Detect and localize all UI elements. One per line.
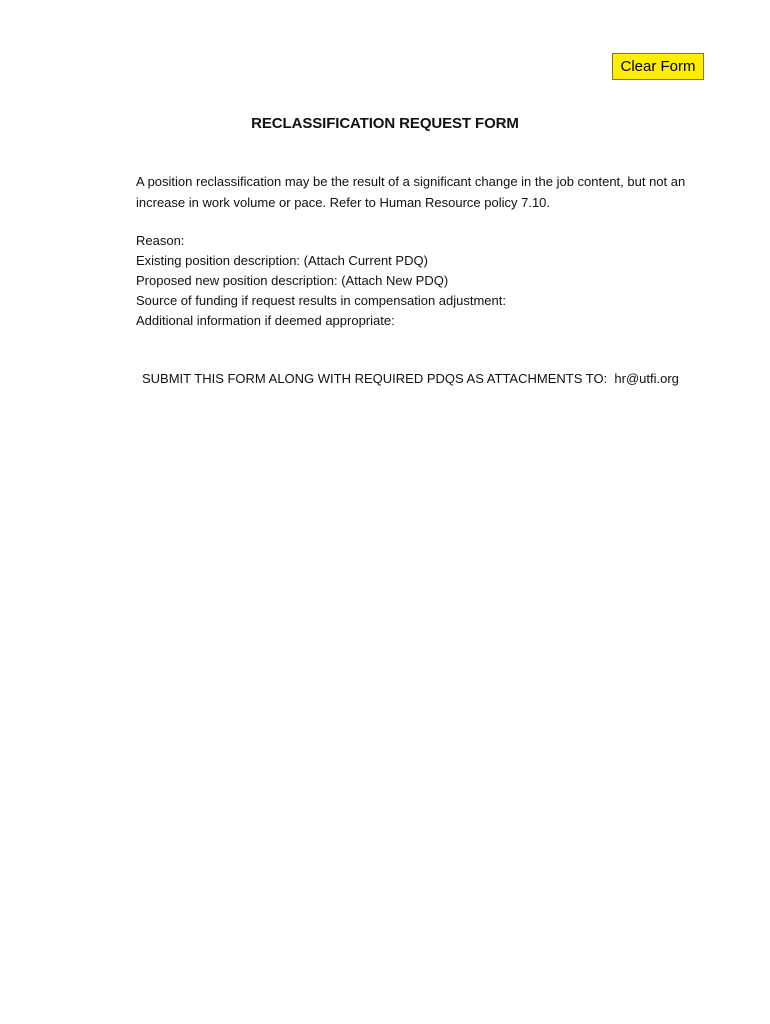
submit-instructions (142, 370, 742, 388)
submit-instructions-text: SUBMIT THIS FORM ALONG WITH REQUIRED PDQS AS ATTACHMENTS TO: (142, 371, 615, 386)
field-funding-source-label: Source of funding if request results in compensation adjustment: (136, 293, 506, 308)
submit-email-link[interactable]: hr@utfi.org (614, 371, 679, 386)
intro-paragraph (136, 171, 706, 213)
intro-line-2: increase in work volume or pace. Refer to Human Resource policy 7.10. (136, 195, 551, 210)
field-proposed-description-label: Proposed new position description: (Attach New PDQ) (136, 273, 449, 288)
clear-form-button[interactable]: Clear Form (612, 53, 704, 80)
page-title: RECLASSIFICATION REQUEST FORM (251, 115, 519, 132)
form-fields-list (136, 231, 706, 331)
field-reason-label: Reason: (136, 233, 185, 248)
field-existing-description-label: Existing position description: (Attach Current PDQ) (136, 253, 428, 268)
intro-line-1: A position reclassification may be the result of a significant change in the job content, but not an (136, 174, 686, 189)
field-additional-info-label: Additional information if deemed appropriate: (136, 313, 395, 328)
